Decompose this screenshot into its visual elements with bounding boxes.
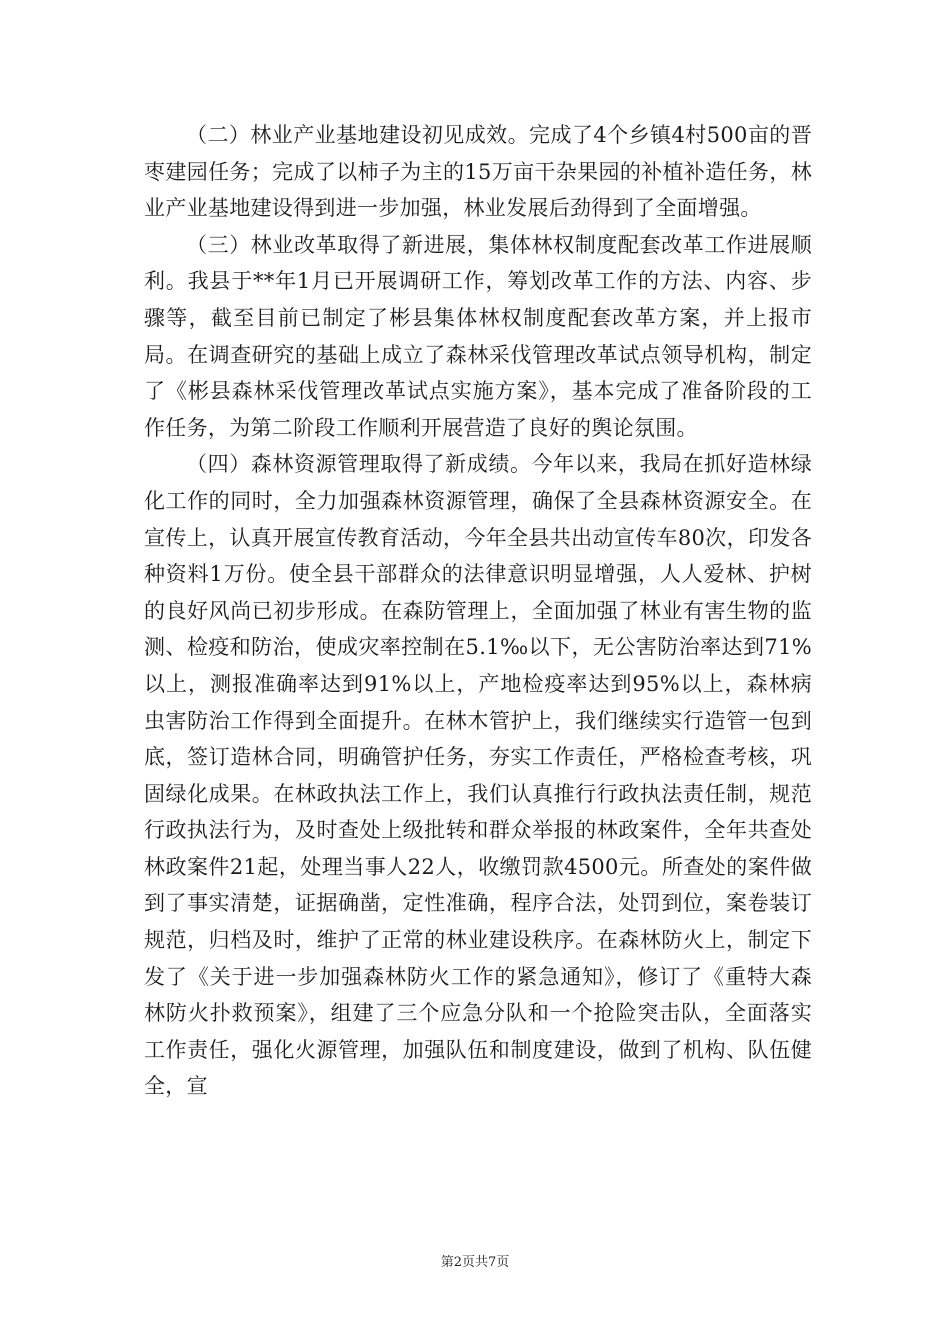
document-body xyxy=(144,117,812,1105)
paragraph-forestry-reform: （三）林业改革取得了新进展，集体林权制度配套改革工作进展顺利。我县于**年1月已开展调研工作，筹划改革工作的方法、内容、步骤等，截至目前已制定了彬县集体林权制度配套改革方案，并上报市局。在调查研究的基础上成立了森林采伐管理改革试点领导机构，制定了《彬县森林采伐管理改革试点实施方案》，基本完成了准备阶段的工作任务，为第二阶段工作顺利开展营造了良好的舆论氛围。 xyxy=(144,232,812,440)
paragraph-forestry-industry-base: （二）林业产业基地建设初见成效。完成了4个乡镇4村500亩的晋枣建园任务；完成了以柿子为主的15万亩干杂果园的补植补造任务，林业产业基地建设得到进一步加强，林业发展后劲得到了全面增强。 xyxy=(144,123,812,221)
page-number: 第2页共7页 xyxy=(440,1255,510,1270)
paragraph-forest-resource-management: （四）森林资源管理取得了新成绩。今年以来，我局在抓好造林绿化工作的同时，全力加强森林资源管理，确保了全县森林资源安全。在宣传上，认真开展宣传教育活动，今年全县共出动宣传车80次，印发各种资料1万份。使全县干部群众的法律意识明显增强，人人爱林、护树的良好风尚已初步形成。在森防管理上，全面加强了林业有害生物的监测、检疫和防治，使成灾率控制在5.1‰以下，无公害防治率达到71%以上，测报准确率达到91%以上，产地检疫率达到95%以上，森林病虫害防治工作得到全面提升。在林木管护上，我们继续实行造管一包到底，签订造林合同，明确管护任务，夯实工作责任，严格检查考核，巩固绿化成果。在林政执法工作上，我们认真推行行政执法责任制，规范行政执法行为，及时查处上级批转和群众举报的林政案件，全年共查处林政案件21起，处理当事人22人，收缴罚款4500元。所查处的案件做到了事实清楚，证据确凿，定性准确，程序合法，处罚到位，案卷装订规范，归档及时，维护了正常的林业建设秩序。在森林防火上，制定下发了《关于进一步加强森林防火工作的紧急通知》，修订了《重特大森林防火扑救预案》，组建了三个应急分队和一个抢险突击队，全面落实工作责任，强化火源管理，加强队伍和制度建设，做到了机构、队伍健全，宣 xyxy=(144,452,812,1099)
